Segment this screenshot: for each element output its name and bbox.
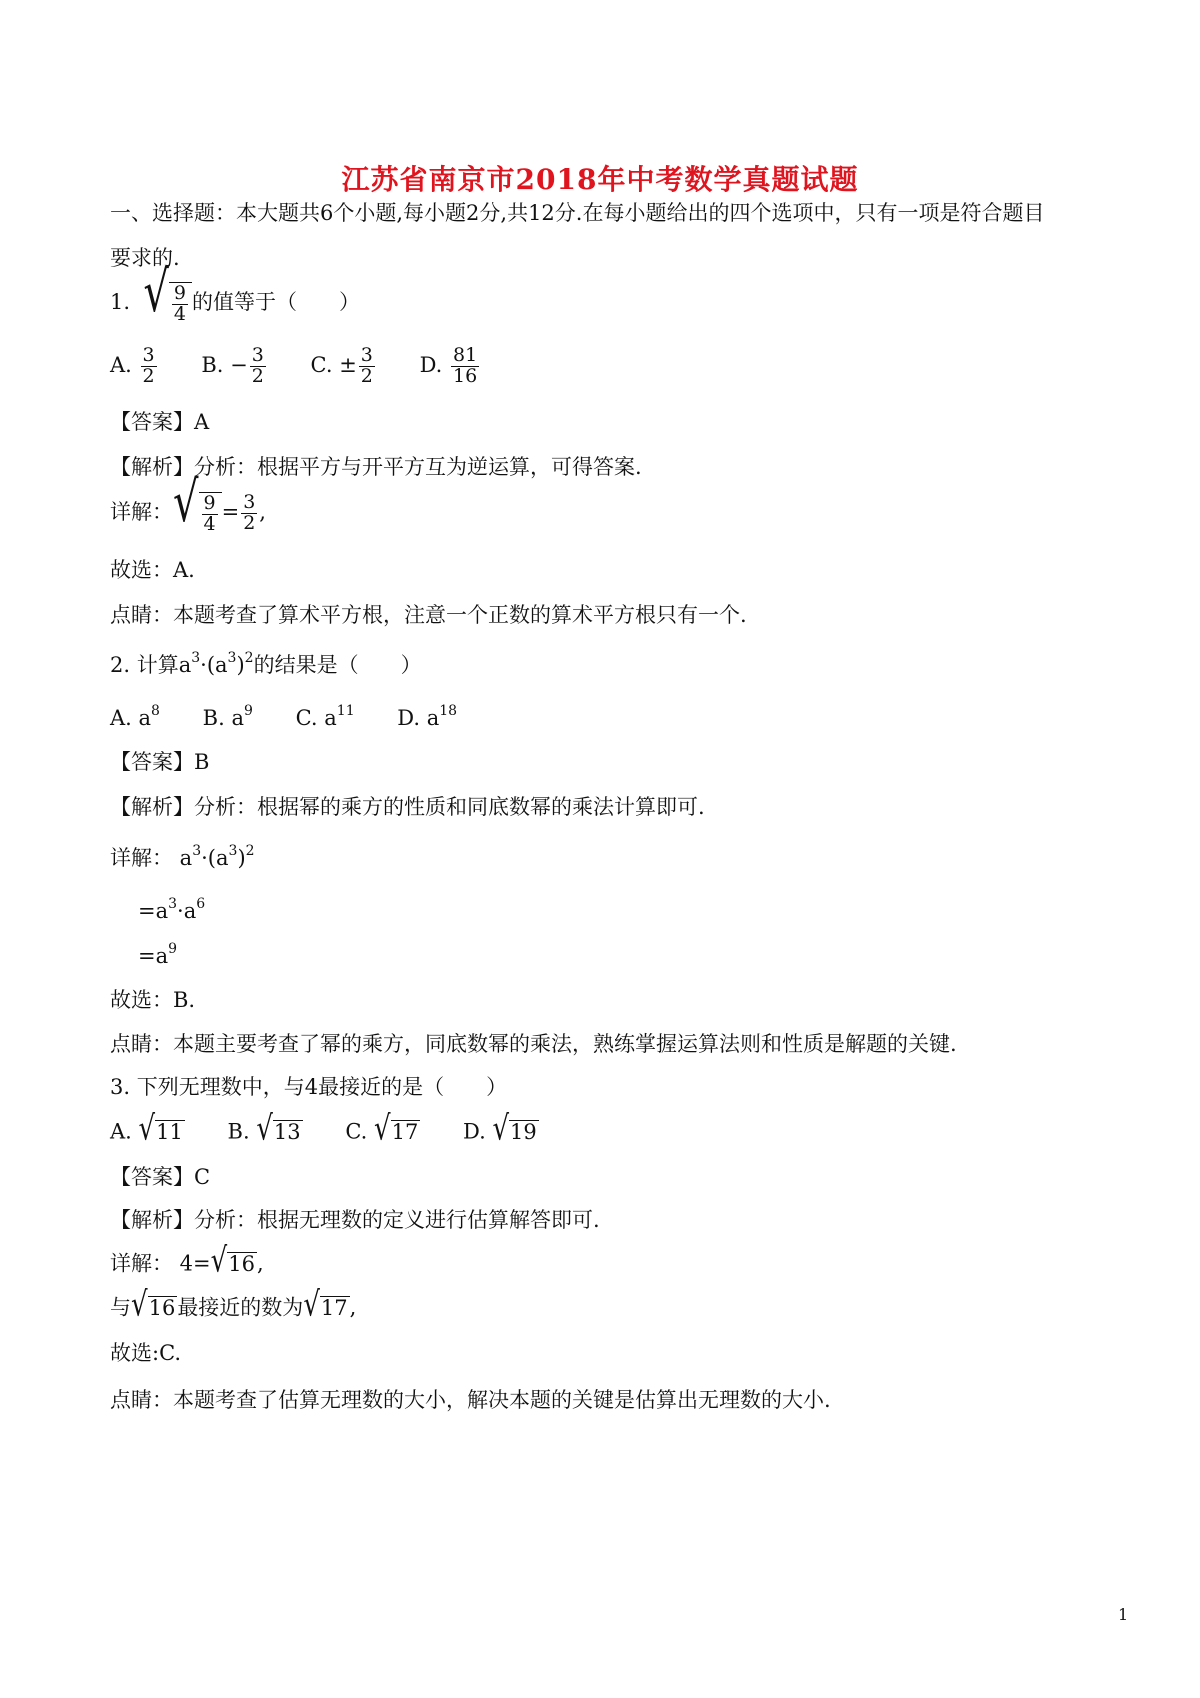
choose-3: 故选:C. (110, 1341, 182, 1365)
option-c: C. $a^{11}$ (295, 703, 355, 730)
detail-2-step-2: $=a^3\cdot a^6$ (138, 896, 206, 923)
analysis-2: 【解析】分析：根据幂的乘方的性质和同底数幂的乘法计算即可. (110, 795, 705, 819)
comment-2: 点睛：本题主要考查了幂的乘方，同底数幂的乘法，熟练掌握运算法则和性质是解题的关键. (110, 1032, 957, 1056)
analysis-3: 【解析】分析：根据无理数的定义进行估算解答即可. (110, 1208, 600, 1232)
option-b: B. − $\frac{3}{2}$ (201, 344, 264, 387)
option-d: D. √ 19 (463, 1109, 537, 1149)
detail-1: 详解： √ $\frac{9}{4}$ = $\frac{3}{2}$ , (110, 470, 266, 536)
question-2-options (110, 703, 493, 730)
section-instructions: 一、选择题：本大题共6个小题,每小题2分,共12分.在每小题给出的四个选项中，只有一项是符合题目 (110, 201, 1045, 225)
option-c: C. ± $\frac{3}{2}$ (310, 344, 373, 387)
question-2: 2. 计算$a^3\cdot(a^3)^2$的结果是（ ） (110, 650, 422, 677)
detail-2-step-3: $=a^9$ (138, 941, 178, 968)
page-title: 江苏省南京市2018年中考数学真题试题 (341, 163, 859, 196)
option-a: A. √ 11 (110, 1109, 183, 1149)
option-d: D. $\frac{81}{16}$ (419, 344, 478, 387)
answer-2: 【答案】B (110, 750, 210, 774)
option-c: C. √ 17 (345, 1109, 419, 1149)
detail-3-step-1: 详解： 4= √ 16 , (110, 1241, 264, 1281)
page-number: 1 (1118, 1605, 1129, 1624)
section-instructions-cont: 要求的. (110, 246, 180, 270)
detail-3-step-2: 与 √ 16 最接近的数为 √ 17 , (110, 1285, 357, 1325)
question-3-options (110, 1109, 575, 1149)
question-1: 1. √ $\frac{9}{4}$ 的值等于（ ） (110, 260, 360, 326)
option-a: A. $a^8$ (110, 703, 160, 730)
answer-1: 【答案】A (110, 410, 210, 434)
option-d: D. $a^{18}$ (397, 703, 458, 730)
choose-1: 故选：A. (110, 558, 195, 582)
detail-2-step-1: 详解： $a^3\cdot(a^3)^2$ (110, 843, 255, 870)
analysis-1: 【解析】分析：根据平方与开平方互为逆运算，可得答案. (110, 455, 642, 479)
sqrt-symbol: √ $\frac{9}{4}$ (143, 282, 192, 325)
answer-3: 【答案】C (110, 1165, 211, 1189)
comment-3: 点睛：本题考查了估算无理数的大小，解决本题的关键是估算出无理数的大小. (110, 1388, 831, 1412)
option-b: B. $a^9$ (202, 703, 253, 730)
question-1-options (110, 346, 517, 387)
question-3: 3. 下列无理数中，与4最接近的是（ ） (110, 1075, 508, 1099)
option-a: A. $\frac{3}{2}$ (110, 344, 155, 387)
option-b: B. √ 13 (227, 1109, 301, 1149)
choose-2: 故选：B. (110, 988, 196, 1012)
comment-1: 点睛：本题考查了算术平方根，注意一个正数的算术平方根只有一个. (110, 603, 747, 627)
